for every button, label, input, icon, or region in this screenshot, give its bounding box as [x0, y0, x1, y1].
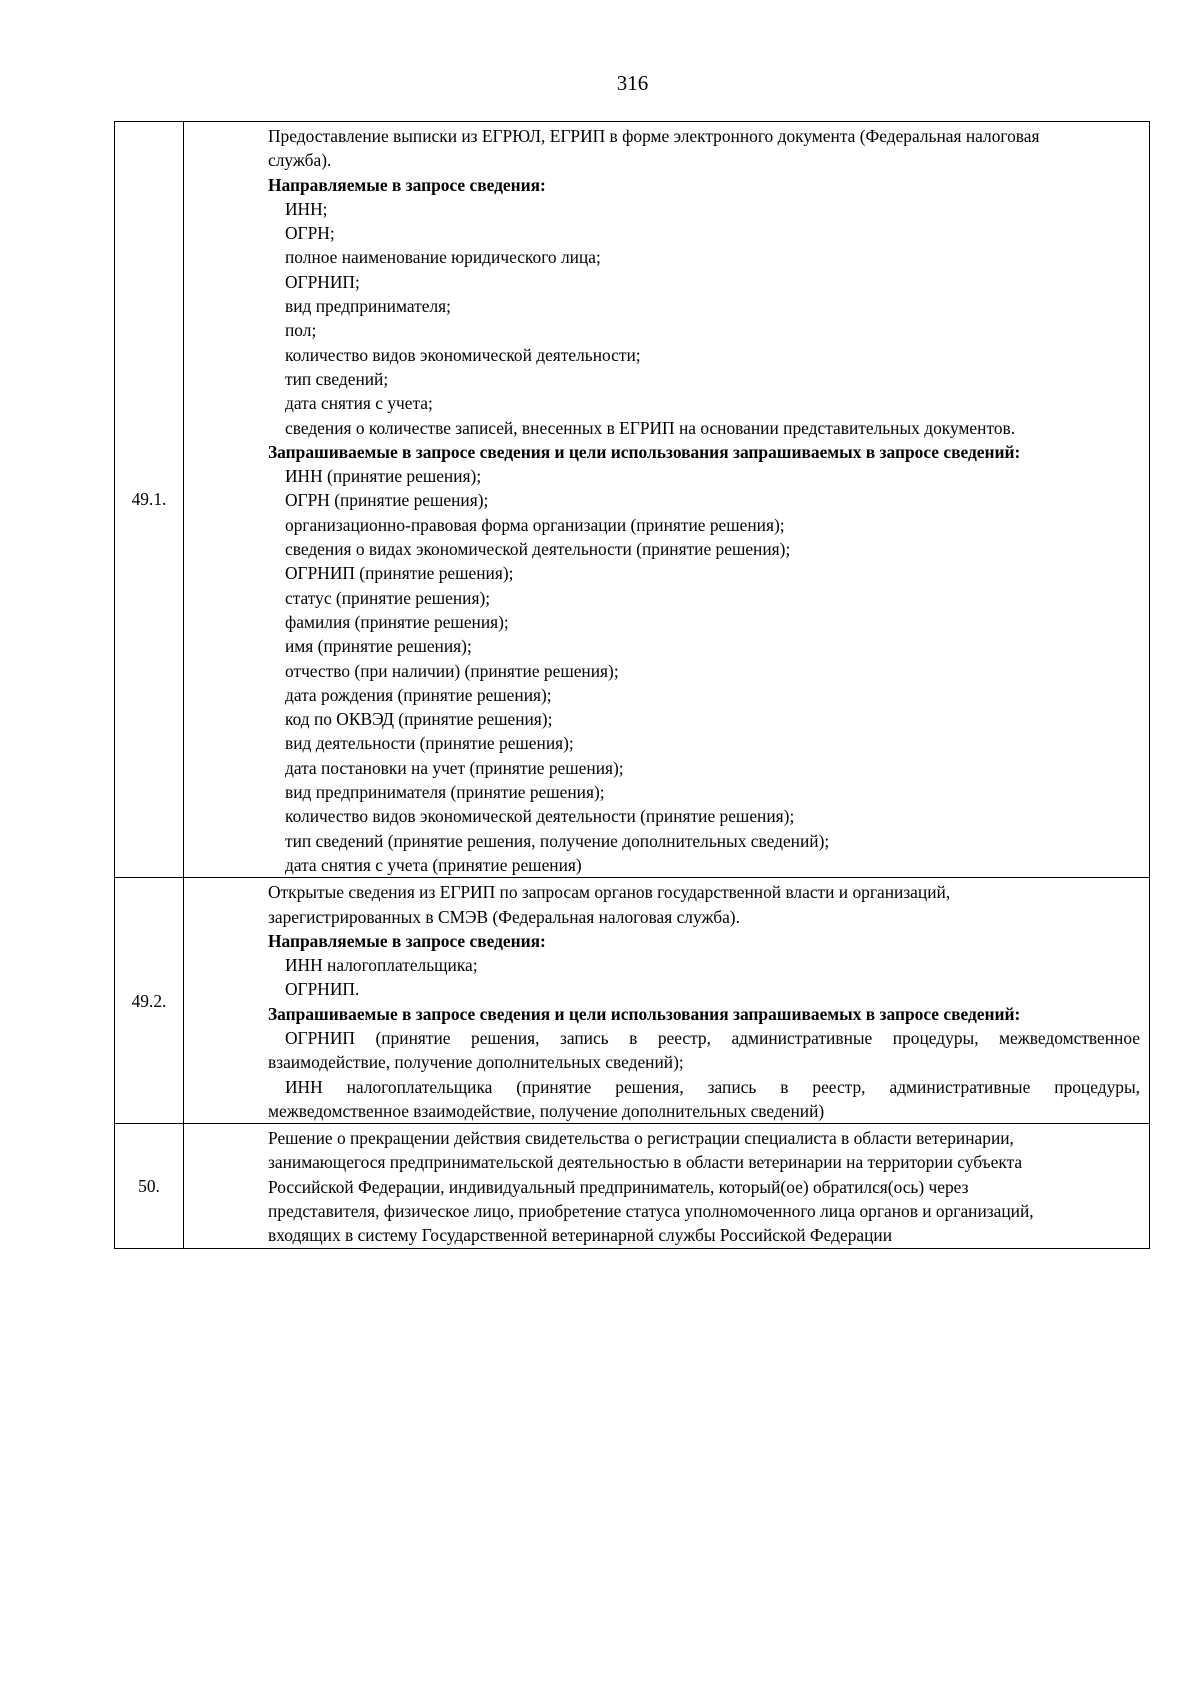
section-heading: Запрашиваемые в запросе сведения и цели использования запрашиваемых в запросе сведений: [268, 441, 1021, 462]
text-line: ОГРН; [285, 223, 335, 244]
text-line: ИНН (принятие решения); [285, 466, 482, 487]
text-line: вид предпринимателя; [285, 296, 451, 317]
row-number: 50. [115, 1124, 184, 1248]
text-line: тип сведений (принятие решения, получение дополнительных сведений); [285, 830, 830, 851]
text-line: организационно-правовая форма организации (принятие решения); [285, 514, 785, 535]
text-line: входящих в систему Государственной ветеринарной службы Российской Федерации [268, 1225, 893, 1246]
text-line: взаимодействие, получение дополнительных сведений); [268, 1052, 684, 1073]
table-row [115, 122, 1150, 878]
text-line: имя (принятие решения); [285, 636, 472, 657]
text-line: вид предпринимателя (принятие решения); [285, 782, 605, 803]
text-line: вид деятельности (принятие решения); [285, 733, 574, 754]
text-line: дата снятия с учета; [285, 393, 433, 414]
text-line: ОГРНИП; [285, 271, 360, 292]
text-line: межведомственное взаимодействие, получение дополнительных сведений) [268, 1100, 825, 1121]
row-description [184, 122, 1150, 878]
table-body [115, 122, 1150, 1249]
text-line: ОГРН (принятие решения); [285, 490, 489, 511]
table-row [115, 878, 1150, 1124]
text-line: пол; [285, 320, 317, 341]
text-line: дата рождения (принятие решения); [285, 684, 552, 705]
text-line: отчество (при наличии) (принятие решения); [285, 660, 619, 681]
text-line: дата снятия с учета (принятие решения) [285, 854, 582, 875]
text-line: зарегистрированных в СМЭВ (Федеральная налоговая служба). [268, 906, 740, 927]
text-line: Решение о прекращении действия свидетельства о регистрации специалиста в области ветеринарии, [268, 1128, 1014, 1149]
page-number: 316 [616, 71, 649, 95]
text-line: представителя, физическое лицо, приобретение статуса уполномоченного лица органов и организаций, [268, 1201, 1034, 1222]
text-line: Предоставление выписки из ЕГРЮЛ, ЕГРИП в форме электронного документа (Федеральная налоговая [268, 126, 1040, 146]
text-line: Российской Федерации, индивидуальный предприниматель, который(ое) обратился(ось) через [268, 1176, 969, 1197]
text-line: тип сведений; [285, 368, 389, 389]
text-line: количество видов экономической деятельности (принятие решения); [285, 806, 795, 827]
text-line: сведения о видах экономической деятельности (принятие решения); [285, 539, 791, 560]
text-line: ОГРНИП (принятие решения); [285, 563, 514, 584]
section-heading: Запрашиваемые в запросе сведения и цели использования запрашиваемых в запросе сведений: [268, 1003, 1021, 1024]
row-number: 49.1. [115, 122, 184, 878]
services-table [114, 121, 1150, 1249]
section-heading: Направляемые в запросе сведения: [268, 174, 546, 195]
text-line: Открытые сведения из ЕГРИП по запросам органов государственной власти и организаций, [268, 882, 951, 903]
text-line: занимающегося предпринимательской деятельностью в области ветеринарии на территории субъекта [268, 1152, 1023, 1173]
text-line: дата постановки на учет (принятие решения); [285, 757, 624, 778]
text-line: фамилия (принятие решения); [285, 611, 509, 632]
row-description [184, 1124, 1150, 1248]
row-description [184, 878, 1150, 1124]
text-line: ОГРНИП. [285, 979, 360, 1000]
text-line: ИНН налогоплательщика; [285, 955, 478, 976]
text-line: количество видов экономической деятельности; [285, 344, 641, 365]
text-line: ОГРНИП (принятие решения, запись в реестр, административные процедуры, межведомственное [285, 1027, 1140, 1048]
text-line: ИНН налогоплательщика (принятие решения, запись в реестр, административные процедуры, [285, 1076, 1140, 1097]
text-line: код по ОКВЭД (принятие решения); [285, 709, 553, 730]
text-line: статус (принятие решения); [285, 587, 491, 608]
text-line: ИНН; [285, 198, 328, 219]
text-line: полное наименование юридического лица; [285, 247, 601, 268]
table-row [115, 1124, 1150, 1248]
text-line: сведения о количестве записей, внесенных в ЕГРИП на основании представительных документов. [285, 417, 1016, 438]
row-number: 49.2. [115, 878, 184, 1124]
text-line: служба). [268, 150, 332, 171]
section-heading: Направляемые в запросе сведения: [268, 930, 546, 951]
